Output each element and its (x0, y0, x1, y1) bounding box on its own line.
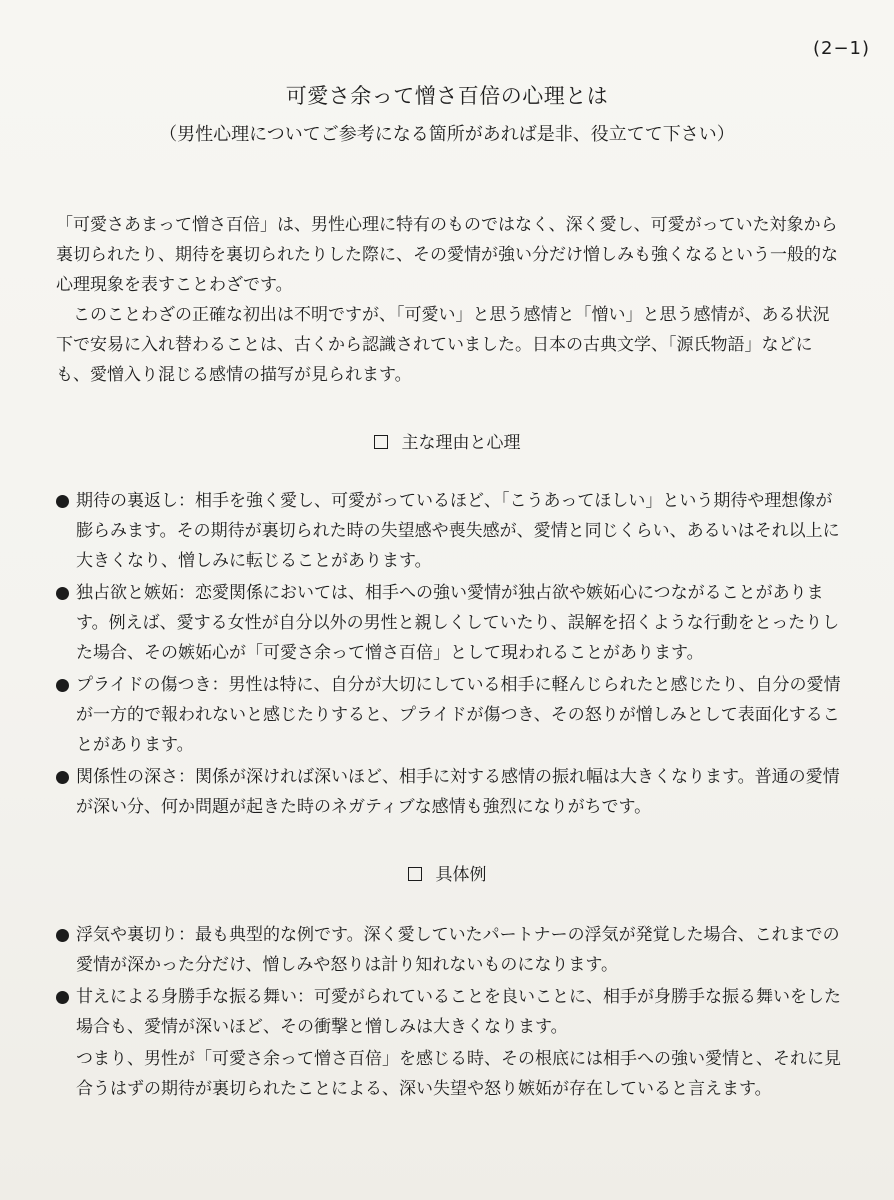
list-item (56, 578, 846, 668)
intro-paragraph: このことわざの正確な初出は不明ですが、「可愛い」と思う感情と「憎い」と思う感情が、ある状況下で安易に入れ替わることは、古くから認識されていました。日本の古典文学、「源氏物語」などにも、愛憎入り混じる感情の描写が見られます。 (56, 305, 830, 385)
bullet-icon (56, 495, 69, 508)
bullet-icon (56, 771, 69, 784)
page-subtitle: （男性心理についてご参考になる箇所があれば是非、役立てて下さい） (159, 124, 735, 145)
section-heading-examples (0, 860, 894, 885)
section-heading-label: 具体例 (435, 865, 487, 885)
page-title: 可愛さ余って憎さ百倍の心理とは (285, 84, 609, 108)
list-item-text: 甘えによる身勝手な振る舞い：可愛がられていることを良いことに、相手が身勝手な振る舞いをした場合も、愛情が深いほど、その衝撃と憎しみは大きくなります。 (76, 987, 841, 1037)
section-heading-reasons (0, 428, 894, 453)
list-item (56, 982, 846, 1042)
list-item-text: 独占欲と嫉妬：恋愛関係においては、相手への強い愛情が独占欲や嫉妬心につながることがあります。例えば、愛する女性が自分以外の男性と親しくしていたり、誤解を招くような行動をとったりした場合、その嫉妬心が「可愛さ余って憎さ百倍」として現われることがあります。 (76, 583, 840, 663)
checkbox-icon (374, 435, 388, 449)
list-item (56, 486, 846, 576)
examples-list (56, 920, 846, 1104)
page-number: (2−1) (812, 38, 870, 59)
reasons-list (56, 486, 846, 824)
section-heading-label: 主な理由と心理 (401, 433, 521, 453)
list-item (56, 920, 846, 980)
checkbox-icon (408, 867, 422, 881)
list-item (56, 762, 846, 822)
list-item-text: 浮気や裏切り：最も典型的な例です。深く愛していたパートナーの浮気が発覚した場合、これまでの愛情が深かった分だけ、憎しみや怒りは計り知れないものになります。 (76, 925, 840, 975)
list-item-text: 関係性の深さ：関係が深ければ深いほど、相手に対する感情の振れ幅は大きくなります。普通の愛情が深い分、何か問題が起きた時のネガティブな感情も強烈になりがちです。 (76, 767, 840, 817)
bullet-icon (56, 679, 69, 692)
bullet-icon (56, 929, 69, 942)
conclusion-paragraph: つまり、男性が「可愛さ余って憎さ百倍」を感じる時、その根底には相手への強い愛情と、それに見合うはずの期待が裏切られたことによる、深い失望や怒り嫉妬が存在していると言えます。 (76, 1049, 841, 1099)
list-item-text: プライドの傷つき：男性は特に、自分が大切にしている相手に軽んじられたと感じたり、自分の愛情が一方的で報われないと感じたりすると、プライドが傷つき、その怒りが憎しみとして表面化することがあります。 (76, 675, 841, 755)
list-item-text: 期待の裏返し：相手を強く愛し、可愛がっているほど、「こうあってほしい」という期待や理想像が膨らみます。その期待が裏切られた時の失望感や喪失感が、愛情と同じくらい、あるいはそれ以上に大きくなり、憎しみに転じることがあります。 (76, 491, 840, 571)
intro-paragraph: 「可愛さあまって憎さ百倍」は、男性心理に特有のものではなく、深く愛し、可愛がっていた対象から裏切られたり、期待を裏切られたりした際に、その愛情が強い分だけ憎しみも強くなるという一般的な心理現象を表すことわざです。 (56, 215, 838, 295)
bullet-icon (56, 991, 69, 1004)
intro-section (56, 210, 846, 390)
list-item (56, 670, 846, 760)
bullet-icon (56, 587, 69, 600)
